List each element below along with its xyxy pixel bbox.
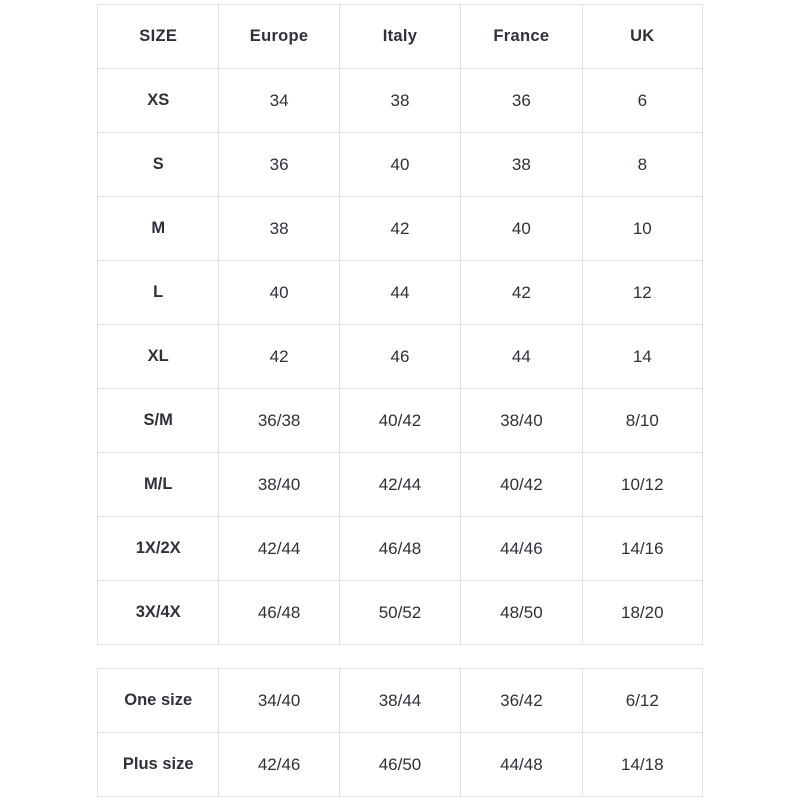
table-row [98,197,703,261]
table-header [98,5,703,69]
cell-europe: 42/44 [219,517,339,581]
cell-europe: 46/48 [219,581,339,645]
table-body [98,69,703,645]
row-label: M [98,197,219,261]
cell-europe: 40 [219,261,339,325]
row-label: S/M [98,389,219,453]
cell-italy: 40/42 [339,389,460,453]
cell-uk: 6/12 [582,669,702,733]
cell-italy: 44 [339,261,460,325]
table-row [98,325,703,389]
cell-italy: 40 [339,133,460,197]
cell-italy: 38 [339,69,460,133]
cell-europe: 38/40 [219,453,339,517]
cell-europe: 34/40 [219,669,339,733]
table-row [98,133,703,197]
table-row [98,69,703,133]
cell-france: 40/42 [461,453,582,517]
column-header-uk: UK [582,5,702,69]
cell-uk: 10/12 [582,453,702,517]
row-label: 1X/2X [98,517,219,581]
column-header-france: France [461,5,582,69]
table-row [98,261,703,325]
cell-uk: 10 [582,197,702,261]
cell-uk: 14/16 [582,517,702,581]
cell-europe: 34 [219,69,339,133]
one-size-table-container [97,668,703,797]
column-header-europe: Europe [219,5,339,69]
cell-italy: 46/48 [339,517,460,581]
cell-europe: 42/46 [219,733,339,797]
table-row [98,389,703,453]
cell-italy: 42/44 [339,453,460,517]
table-row [98,581,703,645]
cell-italy: 46/50 [339,733,460,797]
row-label: One size [98,669,219,733]
cell-italy: 46 [339,325,460,389]
table-row [98,669,703,733]
cell-france: 38 [461,133,582,197]
cell-france: 40 [461,197,582,261]
cell-italy: 38/44 [339,669,460,733]
main-size-table-container [97,4,703,645]
cell-uk: 6 [582,69,702,133]
row-label: XS [98,69,219,133]
column-header-italy: Italy [339,5,460,69]
one-size-table [97,668,703,797]
cell-france: 44 [461,325,582,389]
row-label: 3X/4X [98,581,219,645]
size-conversion-table [97,4,703,645]
cell-europe: 36/38 [219,389,339,453]
cell-italy: 50/52 [339,581,460,645]
table-row [98,517,703,581]
cell-europe: 36 [219,133,339,197]
row-label: XL [98,325,219,389]
cell-uk: 8 [582,133,702,197]
cell-uk: 18/20 [582,581,702,645]
cell-uk: 8/10 [582,389,702,453]
cell-france: 44/46 [461,517,582,581]
row-label: S [98,133,219,197]
cell-france: 42 [461,261,582,325]
column-header-size: SIZE [98,5,219,69]
cell-italy: 42 [339,197,460,261]
cell-europe: 38 [219,197,339,261]
row-label: L [98,261,219,325]
cell-france: 36/42 [461,669,582,733]
cell-france: 48/50 [461,581,582,645]
cell-uk: 12 [582,261,702,325]
table-header-row [98,5,703,69]
table-row [98,733,703,797]
row-label: M/L [98,453,219,517]
row-label: Plus size [98,733,219,797]
cell-europe: 42 [219,325,339,389]
table-row [98,453,703,517]
cell-uk: 14 [582,325,702,389]
cell-france: 36 [461,69,582,133]
cell-france: 44/48 [461,733,582,797]
cell-france: 38/40 [461,389,582,453]
table-body [98,669,703,797]
cell-uk: 14/18 [582,733,702,797]
